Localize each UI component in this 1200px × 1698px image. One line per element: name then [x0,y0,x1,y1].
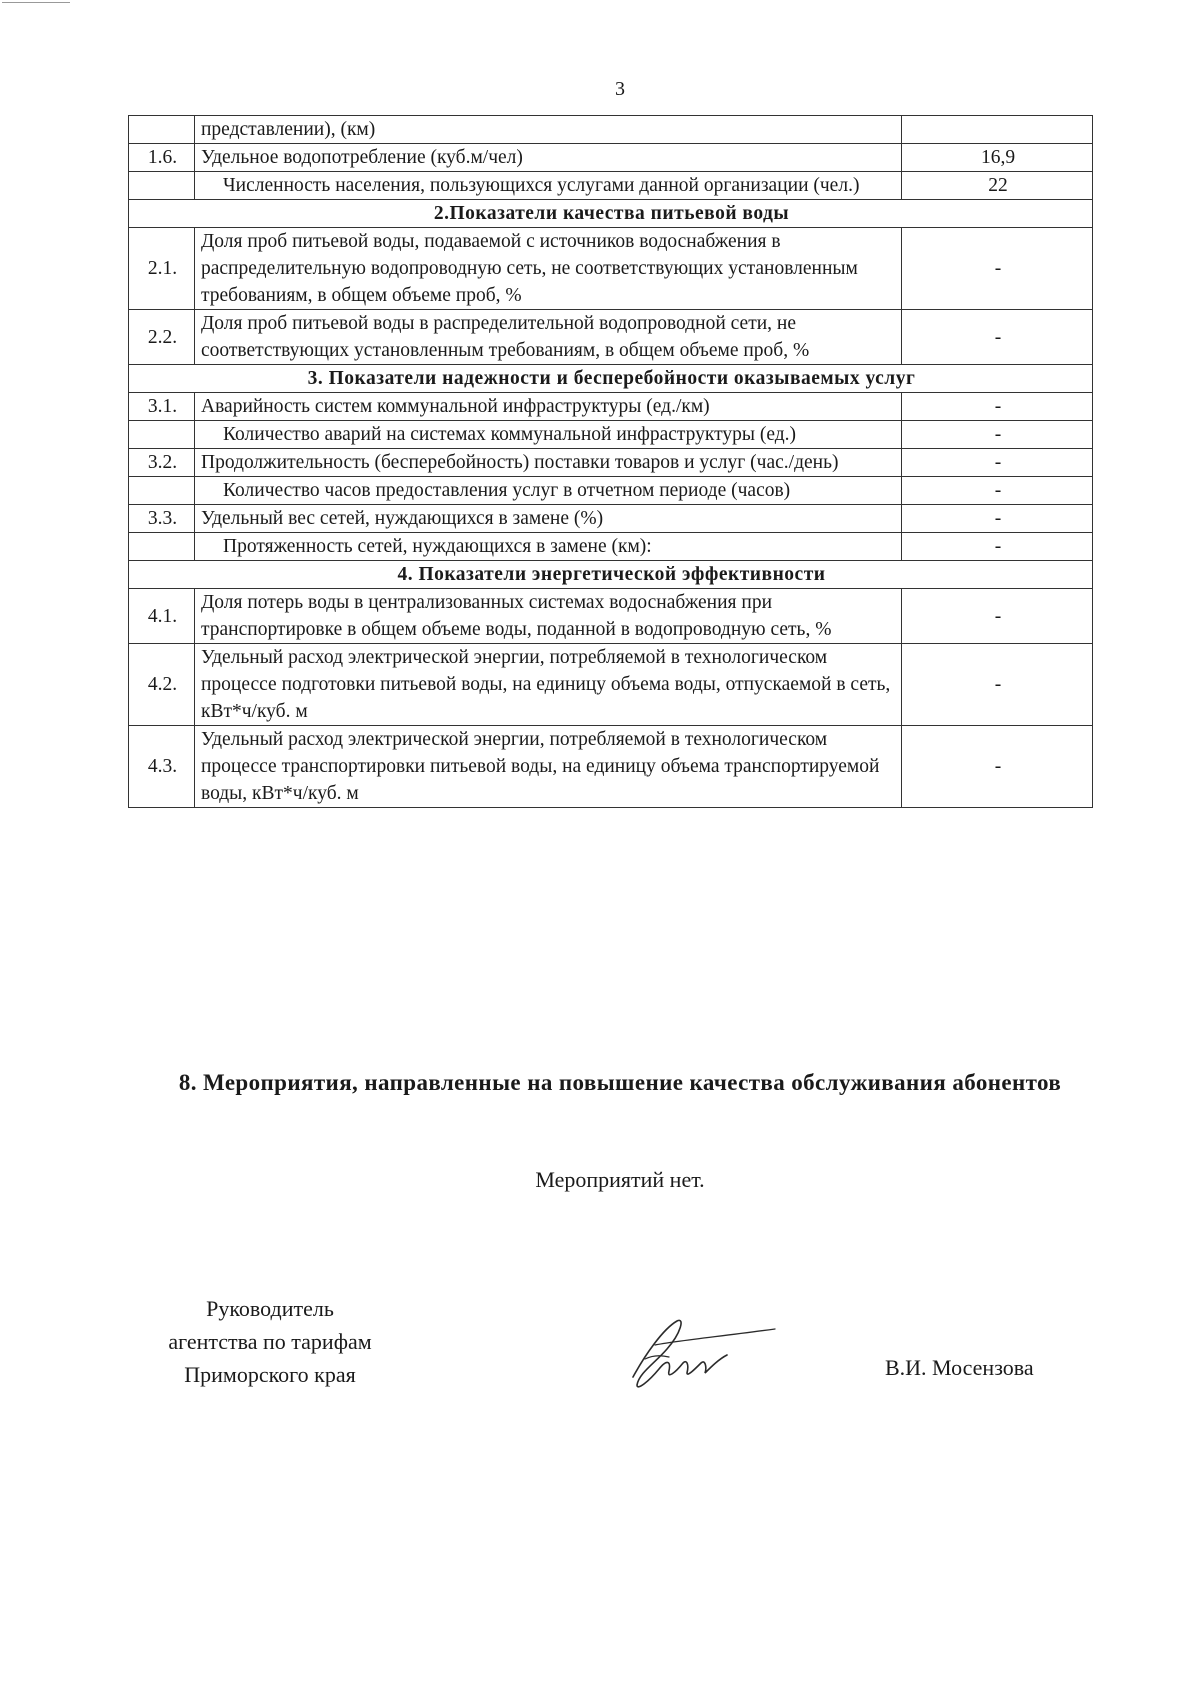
row-description: Протяженность сетей, нуждающихся в замене (км): [195,533,902,561]
row-number: 3.2. [129,449,195,477]
row-value: - [902,505,1093,533]
row-number: 4.2. [129,644,195,726]
row-value: - [902,533,1093,561]
section-title: 2.Показатели качества питьевой воды [129,200,1093,228]
row-number: 2.1. [129,228,195,310]
table-row [129,533,1093,561]
table-row [129,589,1093,644]
row-description: Количество аварий на системах коммунальной инфраструктуры (ед.) [195,421,902,449]
no-measures-text: Мероприятий нет. [535,1167,705,1192]
row-number [129,533,195,561]
row-value: - [902,589,1093,644]
handwritten-signature-icon [615,1315,785,1395]
signer-title-line-2: агентства по тарифам [168,1329,372,1354]
row-description: Доля проб питьевой воды в распределительной водопроводной сети, не соответствующих установленным требованиям, в общем объеме проб, % [195,310,902,365]
scan-edge-mark [2,2,70,3]
signer-title-line-3: Приморского края [184,1362,356,1387]
table-row [129,172,1093,200]
row-description: Удельный расход электрической энергии, потребляемой в технологическом процессе подготовки питьевой воды, на единицу объема воды, отпускаемой в сеть, кВт*ч/куб. м [195,644,902,726]
section-title: 4. Показатели энергетической эффективности [129,561,1093,589]
table-row [129,449,1093,477]
row-number: 2.2. [129,310,195,365]
row-value: - [902,393,1093,421]
row-description: Удельный вес сетей, нуждающихся в замене (%) [195,505,902,533]
table-row [129,228,1093,310]
row-number: 3.3. [129,505,195,533]
row-description: Продолжительность (бесперебойность) поставки товаров и услуг (час./день) [195,449,902,477]
row-value: - [902,421,1093,449]
row-value: - [902,228,1093,310]
table-row [129,644,1093,726]
row-number [129,116,195,144]
row-description: Численность населения, пользующихся услугами данной организации (чел.) [195,172,902,200]
table-row [129,477,1093,505]
row-description: Доля потерь воды в централизованных системах водоснабжения при транспортировке в общем объеме воды, поданной в водопроводную сеть, % [195,589,902,644]
row-number [129,477,195,505]
row-value: - [902,310,1093,365]
row-number [129,421,195,449]
row-description: Доля проб питьевой воды, подаваемой с источников водоснабжения в распределительную водопроводную сеть, не соответствующих установленным требованиям, в общем объеме проб, % [195,228,902,310]
section-8-heading: 8. Мероприятия, направленные на повышение качества обслуживания абонентов [178,1070,1062,1095]
indicators-table [128,115,1093,808]
table-row [129,393,1093,421]
row-number: 4.1. [129,589,195,644]
table-row [129,726,1093,808]
table-row [129,505,1093,533]
table-row [129,144,1093,172]
row-description: Удельное водопотребление (куб.м/чел) [195,144,902,172]
signer-title-line-1: Руководитель [206,1296,334,1321]
signer-title [130,1292,410,1391]
row-number: 3.1. [129,393,195,421]
signer-name: В.И. Мосензова [885,1355,1034,1380]
row-value: - [902,726,1093,808]
table-section-row [129,561,1093,589]
table-row [129,116,1093,144]
row-value: - [902,644,1093,726]
indicators-table-body [129,116,1093,808]
table-section-row [129,200,1093,228]
row-description: Удельный расход электрической энергии, потребляемой в технологическом процессе транспортировки питьевой воды, на единицу объема транспортируемой воды, кВт*ч/куб. м [195,726,902,808]
row-value: - [902,477,1093,505]
table-row [129,310,1093,365]
row-number: 4.3. [129,726,195,808]
table-section-row [129,365,1093,393]
table-row [129,421,1093,449]
row-value: 22 [902,172,1093,200]
row-value: 16,9 [902,144,1093,172]
section-title: 3. Показатели надежности и бесперебойности оказываемых услуг [129,365,1093,393]
row-value [902,116,1093,144]
row-number [129,172,195,200]
row-description: представлении), (км) [195,116,902,144]
row-description: Аварийность систем коммунальной инфраструктуры (ед./км) [195,393,902,421]
page-number: 3 [615,78,625,100]
row-description: Количество часов предоставления услуг в отчетном периоде (часов) [195,477,902,505]
row-value: - [902,449,1093,477]
row-number: 1.6. [129,144,195,172]
